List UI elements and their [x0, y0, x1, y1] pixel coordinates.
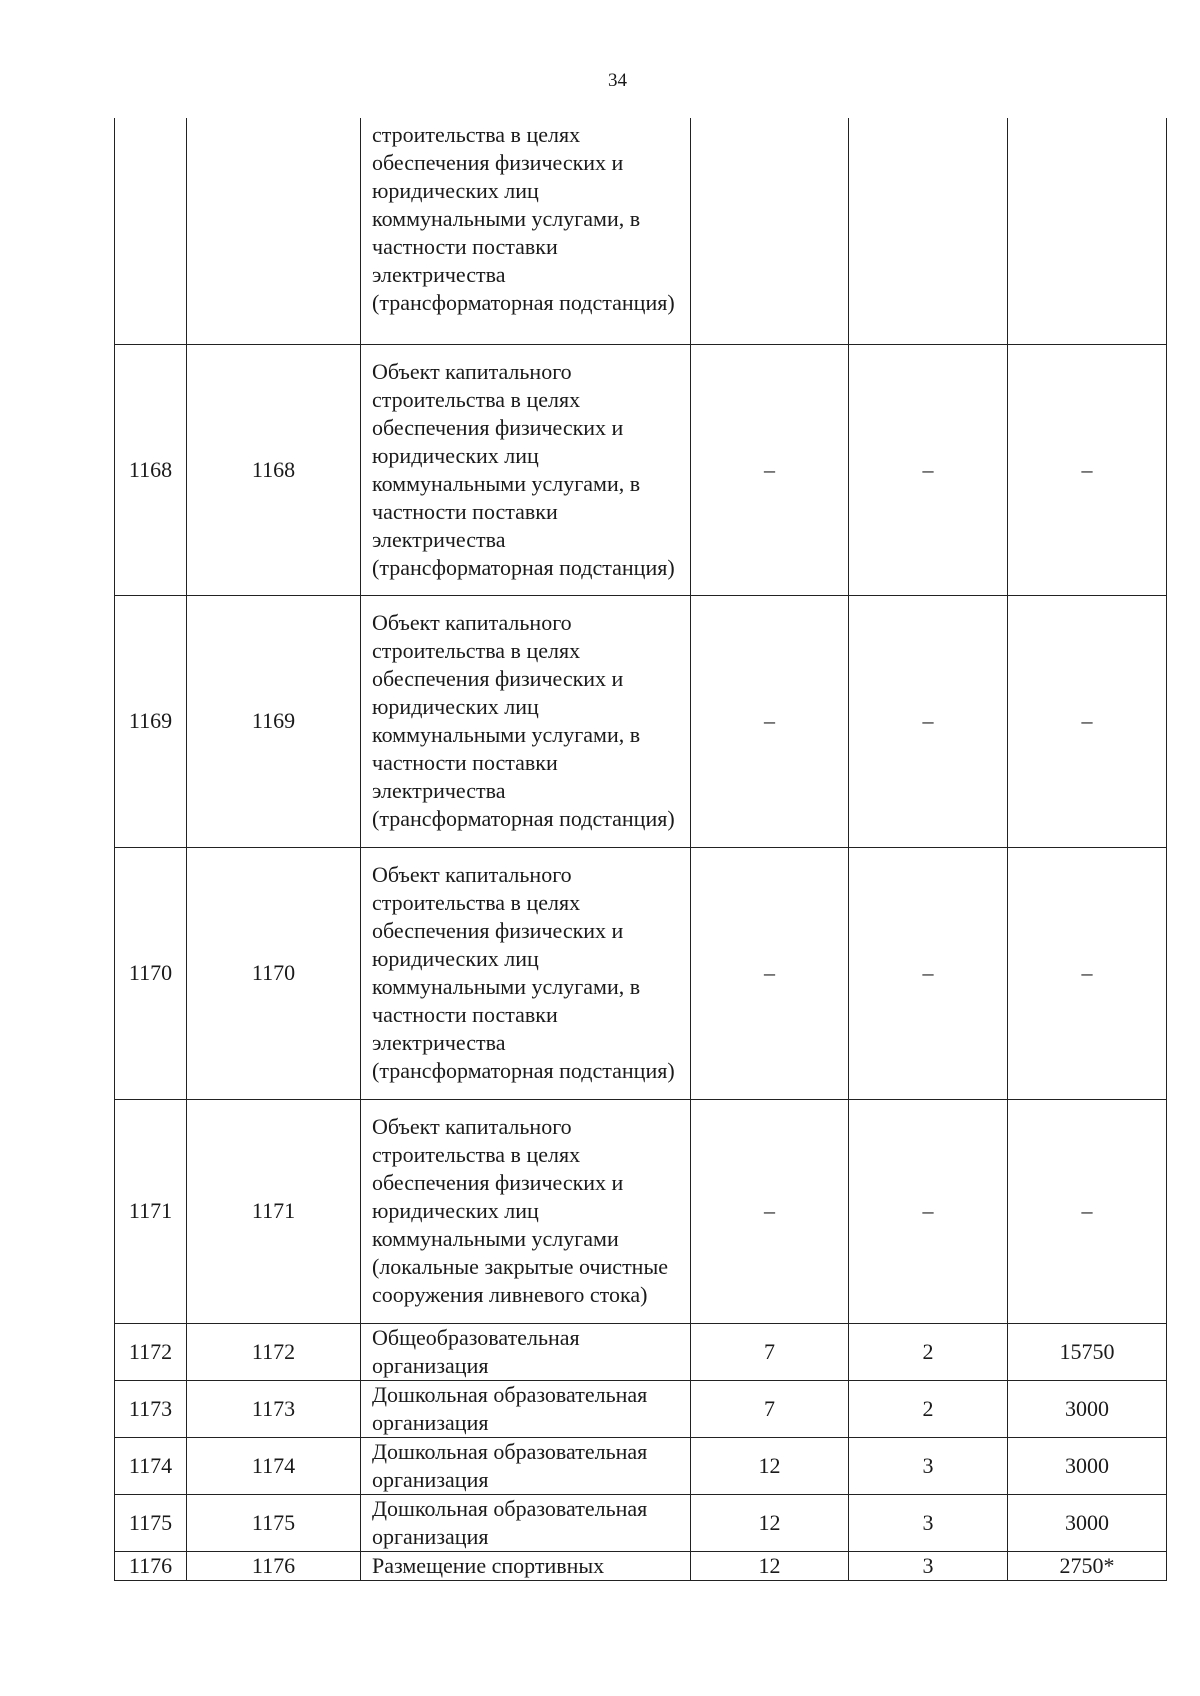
table-row: [115, 344, 1167, 595]
table-cell-value: –: [849, 847, 1008, 1099]
table-cell-number: 1168: [115, 344, 187, 595]
table-cell-value: 12: [691, 1494, 849, 1551]
table-cell-description: Дошкольная образовательная организация: [361, 1494, 691, 1551]
table-cell-value: 3: [849, 1551, 1008, 1580]
table-cell-number: 1175: [115, 1494, 187, 1551]
table-cell-value: 15750: [1008, 1323, 1167, 1380]
table-row: [115, 1551, 1167, 1580]
table-cell-value: 7: [691, 1323, 849, 1380]
table-cell-value: –: [1008, 344, 1167, 595]
table-cell-number: 1169: [115, 595, 187, 847]
table-cell-number: 1176: [187, 1551, 361, 1580]
table-row: [115, 1380, 1167, 1437]
table-cell-description: Дошкольная образовательная организация: [361, 1380, 691, 1437]
table-row: [115, 595, 1167, 847]
table-cell-value: [849, 118, 1008, 344]
table-cell-description: Объект капитального строительства в целях обеспечения физических и юридических лиц коммунальными услугами, в частности поставки электричества (трансформаторная подстанция): [361, 595, 691, 847]
table-cell-number: 1174: [115, 1437, 187, 1494]
table-cell-value: 2: [849, 1380, 1008, 1437]
table-cell-description: Объект капитального строительства в целях обеспечения физических и юридических лиц коммунальными услугами, в частности поставки электричества (трансформаторная подстанция): [361, 847, 691, 1099]
table-row: [115, 1323, 1167, 1380]
objects-table: [114, 118, 1167, 1581]
table-cell-value: –: [691, 1099, 849, 1323]
table-cell-value: –: [1008, 847, 1167, 1099]
table-cell-value: 2750*: [1008, 1551, 1167, 1580]
table-cell-description: Размещение спортивных: [361, 1551, 691, 1580]
table-cell-number: [187, 118, 361, 344]
page-number: 34: [608, 70, 627, 91]
table-cell-number: 1170: [115, 847, 187, 1099]
table-cell-description: Общеобразовательная организация: [361, 1323, 691, 1380]
table-cell-number: 1171: [187, 1099, 361, 1323]
table-cell-description: Объект капитального строительства в целях обеспечения физических и юридических лиц коммунальными услугами (локальные закрытые очистные сооружения ливневого стока): [361, 1099, 691, 1323]
table-cell-value: –: [691, 344, 849, 595]
table-row: [115, 1494, 1167, 1551]
table-cell-value: 2: [849, 1323, 1008, 1380]
table-cell-value: –: [849, 595, 1008, 847]
table-cell-value: 12: [691, 1437, 849, 1494]
table-cell-value: 3000: [1008, 1380, 1167, 1437]
table-cell-description: Дошкольная образовательная организация: [361, 1437, 691, 1494]
table-cell-description: строительства в целях обеспечения физических и юридических лиц коммунальными услугами, в частности поставки электричества (трансформаторная подстанция): [361, 118, 691, 344]
table-cell-number: 1173: [187, 1380, 361, 1437]
table-cell-value: 3: [849, 1437, 1008, 1494]
table-cell-number: 1173: [115, 1380, 187, 1437]
table-cell-number: 1175: [187, 1494, 361, 1551]
table-cell-number: 1168: [187, 344, 361, 595]
table-cell-value: –: [691, 847, 849, 1099]
table-cell-number: 1172: [187, 1323, 361, 1380]
table-row-continued: [115, 118, 1167, 344]
table-cell-number: 1174: [187, 1437, 361, 1494]
table-cell-value: –: [849, 344, 1008, 595]
table-cell-value: –: [849, 1099, 1008, 1323]
table-cell-number: 1169: [187, 595, 361, 847]
table-cell-value: –: [1008, 1099, 1167, 1323]
table-cell-number: 1170: [187, 847, 361, 1099]
table-cell-number: [115, 118, 187, 344]
table-cell-value: [691, 118, 849, 344]
table-cell-number: 1176: [115, 1551, 187, 1580]
table-row: [115, 1099, 1167, 1323]
table-cell-value: 3000: [1008, 1494, 1167, 1551]
table-row: [115, 1437, 1167, 1494]
table-cell-number: 1172: [115, 1323, 187, 1380]
table-cell-number: 1171: [115, 1099, 187, 1323]
table-cell-value: 7: [691, 1380, 849, 1437]
table-cell-value: [1008, 118, 1167, 344]
table-cell-value: 12: [691, 1551, 849, 1580]
table-cell-value: –: [691, 595, 849, 847]
table-cell-value: –: [1008, 595, 1167, 847]
table-row: [115, 847, 1167, 1099]
table-cell-description: Объект капитального строительства в целях обеспечения физических и юридических лиц коммунальными услугами, в частности поставки электричества (трансформаторная подстанция): [361, 344, 691, 595]
table-cell-value: 3: [849, 1494, 1008, 1551]
table-cell-value: 3000: [1008, 1437, 1167, 1494]
